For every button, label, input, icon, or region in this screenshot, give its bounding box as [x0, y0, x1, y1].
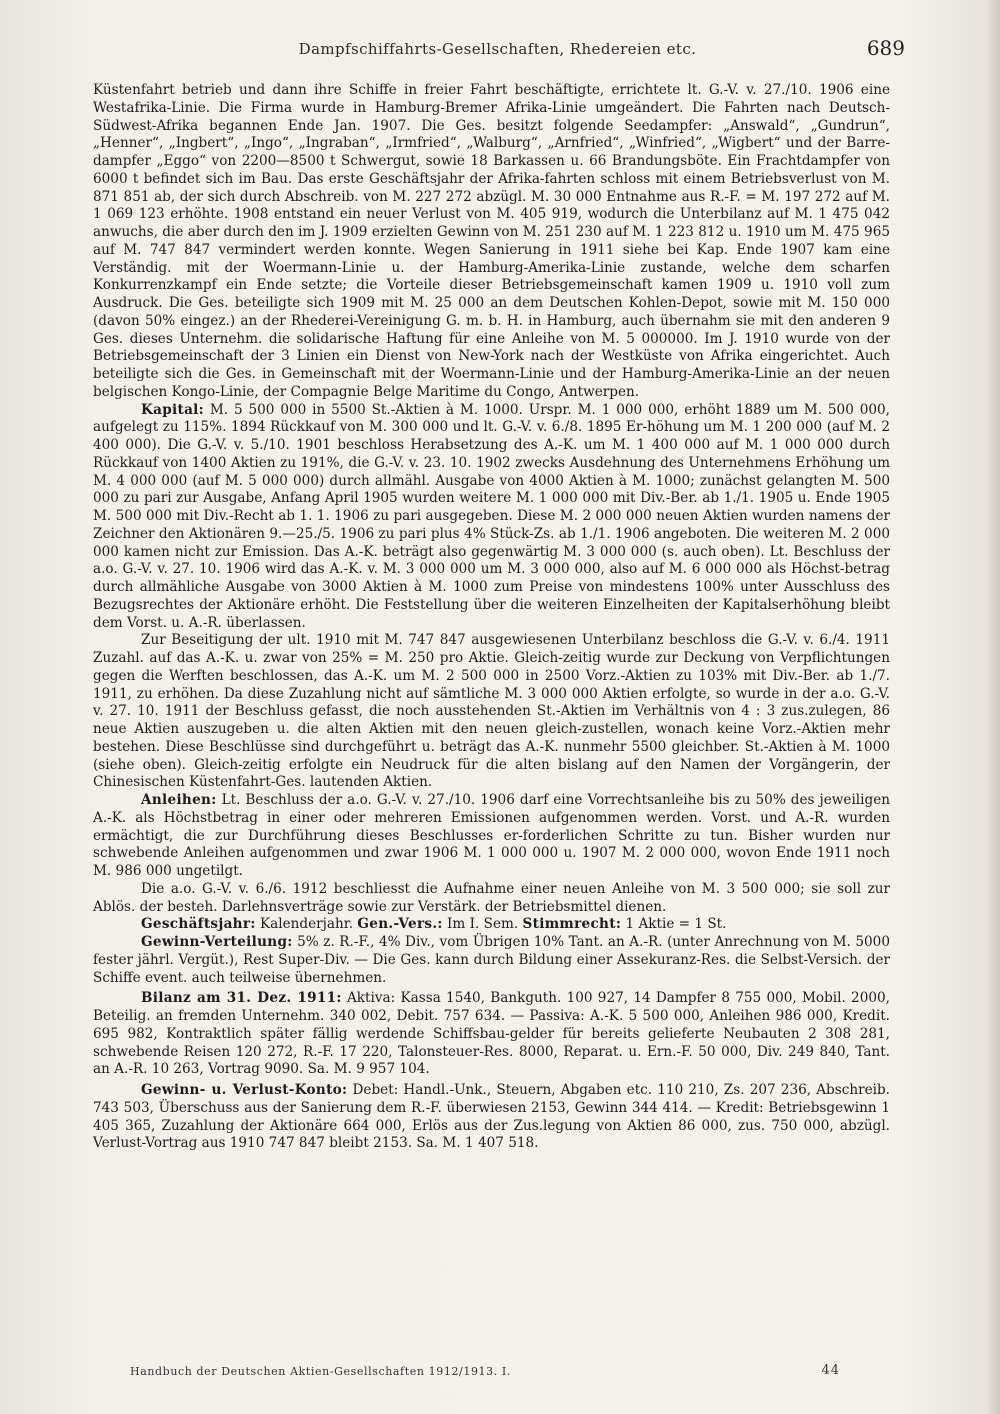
section-label-bilanz: Bilanz am 31. Dez. 1911:	[141, 990, 342, 1007]
page-edge-shadow	[986, 0, 1000, 1414]
paragraph-text: Zur Beseitigung der ult. 1910 mit M. 747 847 ausgewiesenen Unterbilanz beschloss die G.-V. v. 6./4. 1911 Zuzahl. auf das A.-K. u. zwar von 25% = M. 250 pro Aktie. Gleich-zeitig wurde zur Deckung von Verpflichtungen gegen die Werften beschlossen, das A.-K. um M. 2 500 000 in 2500 Vorz.-Aktien zu 103% mit Div.-Ber. ab 1./7. 1911, zu erhöhen. Da diese Zuzahlung nicht auf sämtliche M. 3 000 000 Aktien erfolgte, so wurde in der a.o. G.-V. v. 27. 10. 1911 der Beschluss gefasst, die noch ausstehenden St.-Aktien im Verhältnis von 4 : 3 zus.zulegen, 86 neue Aktien auszugeben u. die alten Aktien mit den neuen gleich-zustellen, wonach keine Vorz.-Aktien mehr bestehen. Diese Beschlüsse sind durchgeführt u. beträgt das A.-K. nunmehr 5500 gleichber. St.-Aktien à M. 1000 (siehe oben). Gleich-zeitig erfolgte ein Neudruck für die alten bislang auf den Namen der Vorgängerin, der Chinesischen Küstenfahrt-Ges. lautenden Aktien.	[93, 632, 890, 791]
section-anleihen	[93, 792, 890, 881]
page-number: 689	[866, 36, 905, 60]
section-meta	[93, 916, 890, 934]
section-text-kapital: M. 5 500 000 in 5500 St.-Aktien à M. 1000. Urspr. M. 1 000 000, erhöht 1889 um M. 500 000, aufgelegt zu 115%. 1894 Rückkauf von M. 300 000 und lt. G.-V. v. 6./8. 1895 Er-höhung um M. 1 200 000 (auf M. 2 400 000). Die G.-V. v. 5./10. 1901 beschloss Herabsetzung des A.-K. um M. 1 400 000 auf M. 1 000 000 durch Rückkauf von 1400 Aktien zu 191%, die G.-V. v. 23. 10. 1902 zwecks Ausdehnung des Unternehmens Erhöhung um M. 4 000 000 (auf M. 5 000 000) durch allmähl. Ausgabe von 4000 Aktien à M. 1000; zunächst gelangten M. 500 000 zu pari zur Ausgabe, Anfang April 1905 wurden weitere M. 1 000 000 mit Div.-Ber. ab 1./1. 1905 u. Ende 1905 M. 500 000 mit Div.-Recht ab 1. 1. 1906 zu pari ausgegeben. Diese M. 2 000 000 neuen Aktien wurden namens der Zeichner den Aktionären 9.—25./5. 1906 zu pari plus 4% Stück-Zs. ab 1./1. 1906 angeboten. Die weiteren M. 2 000 000 kamen nicht zur Emission. Das A.-K. beträgt also gegenwärtig M. 3 000 000 (s. auch oben). Lt. Beschluss der a.o. G.-V. v. 27. 10. 1906 wird das A.-K. v. M. 3 000 000 um M. 3 000 000, also auf M. 6 000 000 als Höchst-betrag durch allmähliche Ausgabe von 3000 Aktien à M. 1000 zum Preise von mindestens 100% unter Ausschluss des Bezugsrechtes der Aktionäre erhöht. Die Feststellung über die weiteren Einzelheiten der Kapitalserhöhung bleibt dem Vorst. u. A.-R. überlassen.	[93, 401, 891, 631]
section-label-kapital: Kapital:	[141, 401, 204, 418]
section-text-bilanz: Aktiva: Kassa 1540, Bankguth. 100 927, 14 Dampfer 8 755 000, Mobil. 2000, Beteilig. an fremden Unternehm. 340 002, Debit. 757 634. — Passiva: A.-K. 5 500 000, Anleihen 986 000, Kredit. 695 982, Kontraktlich später fällig werdende Schiffsbau-gelder für bereits gelieferte Neubauten 2 308 281, schwebende Reisen 120 272, R.-F. 17 220, Talonsteuer-Res. 8000, Reparat. u. Ern.-F. 50 000, Div. 249 840, Tant. an A.-R. 10 263, Vortrag 9090. Sa. M. 9 957 104.	[93, 990, 890, 1078]
page-footer	[130, 1365, 840, 1378]
section-label-gen-vers: Gen.-Vers.:	[357, 916, 443, 933]
section-gewinn-verteilung	[93, 934, 890, 987]
paragraph-neue-anleihe	[93, 881, 890, 917]
running-title: Dampfschiffahrts-Gesellschaften, Rhedereien etc.	[298, 40, 697, 58]
paragraph-text: Küstenfahrt betrieb und dann ihre Schiffe in freier Fahrt beschäftigte, errichtete lt. G.-V. v. 27./10. 1906 eine Westafrika-Linie. Die Firma wurde in Hamburg-Bremer Afrika-Linie umgeändert. Die Fahrten nach Deutsch-Südwest-Afrika begannen Ende Jan. 1907. Die Ges. besitzt folgende Seedampfer: „Answald“, „Gundrun“, „Henner“, „Ingbert“, „Ingo“, „Ingraban“, „Irmfried“, „Walburg“, „Arnfried“, „Winfried“, „Wigbert“ und der Barre-dampfer „Eggo“ von 2200—8500 t Schwergut, sowie 18 Barkassen u. 66 Brandungsböte. Ein Frachtdampfer von 6000 t befindet sich im Bau. Das erste Geschäftsjahr der Afrika-fahrten schloss mit einem Betriebsverlust von M. 871 851 ab, der sich durch Abschreib. von M. 227 272 abzügl. M. 30 000 Entnahme aus R.-F. = M. 197 272 auf M. 1 069 123 erhöhte. 1908 entstand ein neuer Verlust von M. 405 919, wodurch die Unterbilanz auf M. 1 475 042 anwuchs, die aber durch den im J. 1909 erzielten Gewinn von M. 251 230 auf M. 1 223 812 u. 1910 um M. 475 965 auf M. 747 847 vermindert werden konnte. Wegen Sanierung in 1911 siehe bei Kap. Ende 1907 kam eine Verständig. mit der Woermann-Linie u. der Hamburg-Amerika-Linie zustande, welche dem scharfen Konkurrenzkampf ein Ende setzte; die Vorteile dieser Betriebsgemeinschaft kamen 1909 u. 1910 voll zum Ausdruck. Die Ges. beteiligte sich 1909 mit M. 25 000 an dem Deutschen Kohlen-Depot, sowie mit M. 150 000 (davon 50% eingez.) an der Rhederei-Vereinigung G. m. b. H. in Hamburg, auch übernahm sie mit den anderen 9 Ges. dieses Unternehm. die solidarische Haftung für eine Anleihe von M. 5 000000. Im J. 1910 wurde von der Betriebsgemeinschaft der 3 Linien ein Dienst von New-York nach der Westküste von Afrika eingerichtet. Auch beteiligte sich die Ges. in Gemeinschaft mit der Woermann-Linie und der Hamburg-Amerika-Linie an der neuen belgischen Kongo-Linie, der Compagnie Belge Maritime du Congo, Antwerpen.	[93, 82, 890, 400]
paragraph-intro	[93, 82, 890, 402]
footer-source: Handbuch der Deutschen Aktien-Gesellschaften 1912/1913. I.	[130, 1365, 511, 1378]
section-label-gewinn-verlust: Gewinn- u. Verlust-Konto:	[141, 1082, 348, 1098]
section-text-gen-vers: Im I. Sem.	[447, 916, 519, 933]
section-label-anleihen: Anleihen:	[141, 792, 217, 808]
section-text-gewinn-verlust: Debet: Handl.-Unk., Steuern, Abgaben etc. 110 210, Zs. 207 236, Abschreib. 743 503, Überschuss aus der Sanierung dem R.-F. überwiesen 2153, Gewinn 344 414. — Kredit: Betriebsgewinn 1 405 365, Zuzahlung der Aktionäre 664 000, Erlös aus der Zus.legung von Aktien 86 000, zus. 750 000, abzügl. Verlust-Vortrag aus 1910 747 847 bleibt 2153. Sa. M. 1 407 518.	[93, 1082, 891, 1152]
section-text-anleihen: Lt. Beschluss der a.o. G.-V. v. 27./10. 1906 darf eine Vorrechtsanleihe bis zu 50% des jeweiligen A.-K. als Höchstbetrag in einer oder mehreren Emissionen aufgenommen werden. Vorst. und A.-R. wurden ermächtigt, die zur Durchführung dieses Beschlusses er-forderlichen Schritte zu tun. Bisher wurden nur schwebende Anleihen aufgenommen und zwar 1906 M. 1 000 000 u. 1907 M. 2 000 000, wovon Ende 1911 noch M. 986 000 ungetilgt.	[93, 792, 891, 879]
page-header	[90, 36, 905, 66]
section-label-geschaeftsjahr: Geschäftsjahr:	[141, 916, 256, 933]
paragraph-text: Die a.o. G.-V. v. 6./6. 1912 beschliesst die Aufnahme einer neuen Anleihe von M. 3 500 000; sie soll zur Ablös. der besteh. Darlehnsverträge sowie zur Verstärk. der Betriebsmittel dienen.	[93, 880, 890, 915]
section-gewinn-verlust	[93, 1082, 890, 1153]
body-text	[93, 82, 890, 1153]
section-text-gewinn-verteilung: 5% z. R.-F., 4% Div., vom Übrigen 10% Tant. an A.-R. (unter Anrechnung von M. 5000 fester jährl. Vergüt.), Rest Super-Div. — Die Ges. kann durch Bildung einer Assekuranz-Res. die Selbst-Versich. der Schiffe event. auch teilweise übernehmen.	[93, 934, 890, 986]
section-label-gewinn-verteilung: Gewinn-Verteilung:	[141, 934, 293, 950]
paragraph-sanierung	[93, 632, 890, 792]
section-kapital	[93, 402, 890, 633]
section-bilanz	[93, 990, 890, 1079]
footer-signature: 44	[821, 1363, 840, 1378]
section-text-stimmrecht: 1 Aktie = 1 St.	[625, 916, 727, 933]
section-text-geschaeftsjahr: Kalenderjahr.	[259, 916, 354, 933]
section-label-stimmrecht: Stimmrecht:	[522, 916, 622, 933]
